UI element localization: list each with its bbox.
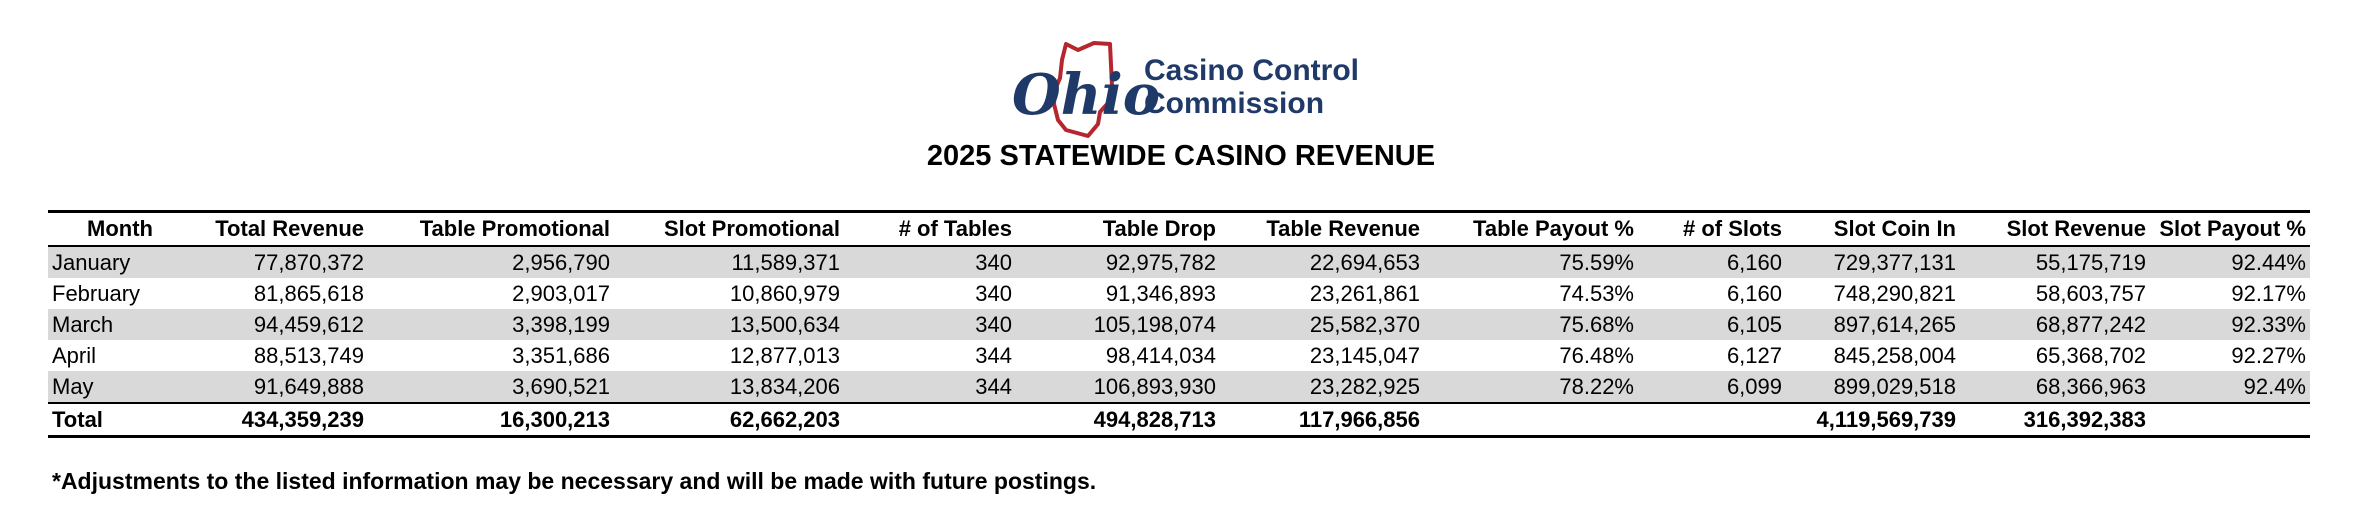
cell-table-payout: 75.59% xyxy=(1424,246,1638,278)
cell-table-promotional: 3,690,521 xyxy=(368,371,614,403)
table-row xyxy=(48,278,2310,309)
cell-table-revenue: 25,582,370 xyxy=(1220,309,1424,340)
cell-total-revenue: 434,359,239 xyxy=(241,406,364,432)
cell-table-payout: 76.48% xyxy=(1559,342,1634,368)
cell-table-drop: 494,828,713 xyxy=(1093,406,1216,432)
cell-num-slots: 6,160 xyxy=(1726,280,1782,306)
cell-total-revenue: 77,870,372 xyxy=(192,246,368,278)
cell-month: April xyxy=(52,342,97,368)
cell-num-tables: 340 xyxy=(844,309,1016,340)
cell-month: March xyxy=(48,309,192,340)
column-header: Slot Revenue xyxy=(2006,216,2146,241)
cell-slot-promotional: 10,860,979 xyxy=(729,280,840,306)
column-header: Table Revenue xyxy=(1266,216,1420,241)
cell-num-tables: 340 xyxy=(844,246,1016,278)
cell-slot-promotional: 13,500,634 xyxy=(614,309,844,340)
ohio-state-outline-icon xyxy=(1008,40,1161,140)
cell-slot-coin-in: 4,119,569,739 xyxy=(1816,406,1956,432)
column-header: # of Tables xyxy=(898,216,1012,241)
cell-slot-promotional: 12,877,013 xyxy=(729,342,840,368)
column-header: Slot Promotional xyxy=(664,216,840,241)
table-row xyxy=(48,340,2310,371)
cell-slot-promotional: 11,589,371 xyxy=(614,246,844,278)
footnote: *Adjustments to the listed information may be necessary and will be made with future postings. xyxy=(52,468,1097,494)
table-row xyxy=(48,371,2310,403)
cell-num-slots: 6,160 xyxy=(1638,246,1786,278)
cell-slot-revenue: 316,392,383 xyxy=(2023,406,2146,432)
cell-table-payout: 75.68% xyxy=(1424,309,1638,340)
cell-table-drop: 106,893,930 xyxy=(1016,371,1220,403)
cell-table-revenue: 23,145,047 xyxy=(1309,342,1420,368)
cell-num-tables: 340 xyxy=(975,280,1012,306)
cell-slot-payout: 92.4% xyxy=(2150,371,2310,403)
cell-slot-revenue: 68,366,963 xyxy=(1960,371,2150,403)
cell-table-revenue: 117,966,856 xyxy=(1298,406,1420,432)
cell-table-revenue: 23,282,925 xyxy=(1220,371,1424,403)
column-header: Table Promotional xyxy=(419,216,610,241)
cell-table-drop: 91,346,893 xyxy=(1105,280,1216,306)
cell-slot-payout: 92.33% xyxy=(2150,309,2310,340)
cell-table-drop: 92,975,782 xyxy=(1016,246,1220,278)
cell-table-payout: 74.53% xyxy=(1559,280,1634,306)
cell-total-revenue: 91,649,888 xyxy=(192,371,368,403)
cell-num-slots xyxy=(1638,403,1786,437)
cell-slot-revenue: 65,368,702 xyxy=(2035,342,2146,368)
logo-org-line1: Casino Control xyxy=(1144,54,1359,87)
cell-total-label: Total xyxy=(52,406,103,432)
cell-slot-payout: 92.27% xyxy=(2231,342,2306,368)
cell-table-promotional: 3,351,686 xyxy=(512,342,610,368)
cell-table-payout xyxy=(1424,403,1638,437)
cell-num-tables: 344 xyxy=(975,342,1012,368)
cell-slot-coin-in: 897,614,265 xyxy=(1786,309,1960,340)
cell-month: May xyxy=(48,371,192,403)
report-title: 2025 STATEWIDE CASINO REVENUE xyxy=(926,140,1436,172)
cell-slot-payout: 92.44% xyxy=(2150,246,2310,278)
cell-total-revenue: 81,865,618 xyxy=(253,280,364,306)
cell-table-drop: 105,198,074 xyxy=(1016,309,1220,340)
cell-table-promotional: 16,300,213 xyxy=(499,406,610,432)
cell-table-revenue: 22,694,653 xyxy=(1220,246,1424,278)
logo-org-name xyxy=(1144,54,1359,120)
revenue-table xyxy=(48,210,2310,438)
cell-slot-promotional: 13,834,206 xyxy=(614,371,844,403)
cell-slot-coin-in: 748,290,821 xyxy=(1833,280,1956,306)
cell-table-promotional: 2,956,790 xyxy=(368,246,614,278)
cell-slot-promotional: 62,662,203 xyxy=(729,406,840,432)
commission-logo xyxy=(1008,40,1368,140)
cell-slot-coin-in: 899,029,518 xyxy=(1786,371,1960,403)
table-header-row xyxy=(48,212,2310,247)
cell-table-drop: 98,414,034 xyxy=(1105,342,1216,368)
cell-table-promotional: 2,903,017 xyxy=(512,280,610,306)
table-row xyxy=(48,246,2310,278)
cell-slot-payout xyxy=(2150,403,2310,437)
column-header: Slot Coin In xyxy=(1833,216,1956,241)
column-header: Table Payout % xyxy=(1473,216,1634,241)
cell-num-slots: 6,127 xyxy=(1726,342,1782,368)
column-header: Table Drop xyxy=(1102,216,1216,241)
column-header: # of Slots xyxy=(1682,216,1782,241)
cell-total-revenue: 94,459,612 xyxy=(192,309,368,340)
column-header: Month xyxy=(87,216,153,241)
cell-slot-revenue: 68,877,242 xyxy=(1960,309,2150,340)
cell-num-slots: 6,105 xyxy=(1638,309,1786,340)
cell-slot-revenue: 55,175,719 xyxy=(1960,246,2150,278)
column-header: Total Revenue xyxy=(215,216,364,241)
logo-org-line2: Commission xyxy=(1144,87,1325,120)
cell-table-payout: 78.22% xyxy=(1424,371,1638,403)
total-row xyxy=(48,403,2310,437)
cell-table-revenue: 23,261,861 xyxy=(1309,280,1420,306)
cell-month: February xyxy=(52,280,141,306)
cell-slot-payout: 92.17% xyxy=(2231,280,2306,306)
logo-script-text: Ohio xyxy=(1012,62,1161,128)
cell-num-slots: 6,099 xyxy=(1638,371,1786,403)
column-header: Slot Payout % xyxy=(2159,216,2306,241)
cell-slot-revenue: 58,603,757 xyxy=(2035,280,2146,306)
cell-slot-coin-in: 845,258,004 xyxy=(1833,342,1956,368)
cell-total-revenue: 88,513,749 xyxy=(253,342,364,368)
cell-month: January xyxy=(48,246,192,278)
cell-num-tables xyxy=(844,403,1016,437)
cell-slot-coin-in: 729,377,131 xyxy=(1786,246,1960,278)
cell-num-tables: 344 xyxy=(844,371,1016,403)
table-row xyxy=(48,309,2310,340)
cell-table-promotional: 3,398,199 xyxy=(368,309,614,340)
